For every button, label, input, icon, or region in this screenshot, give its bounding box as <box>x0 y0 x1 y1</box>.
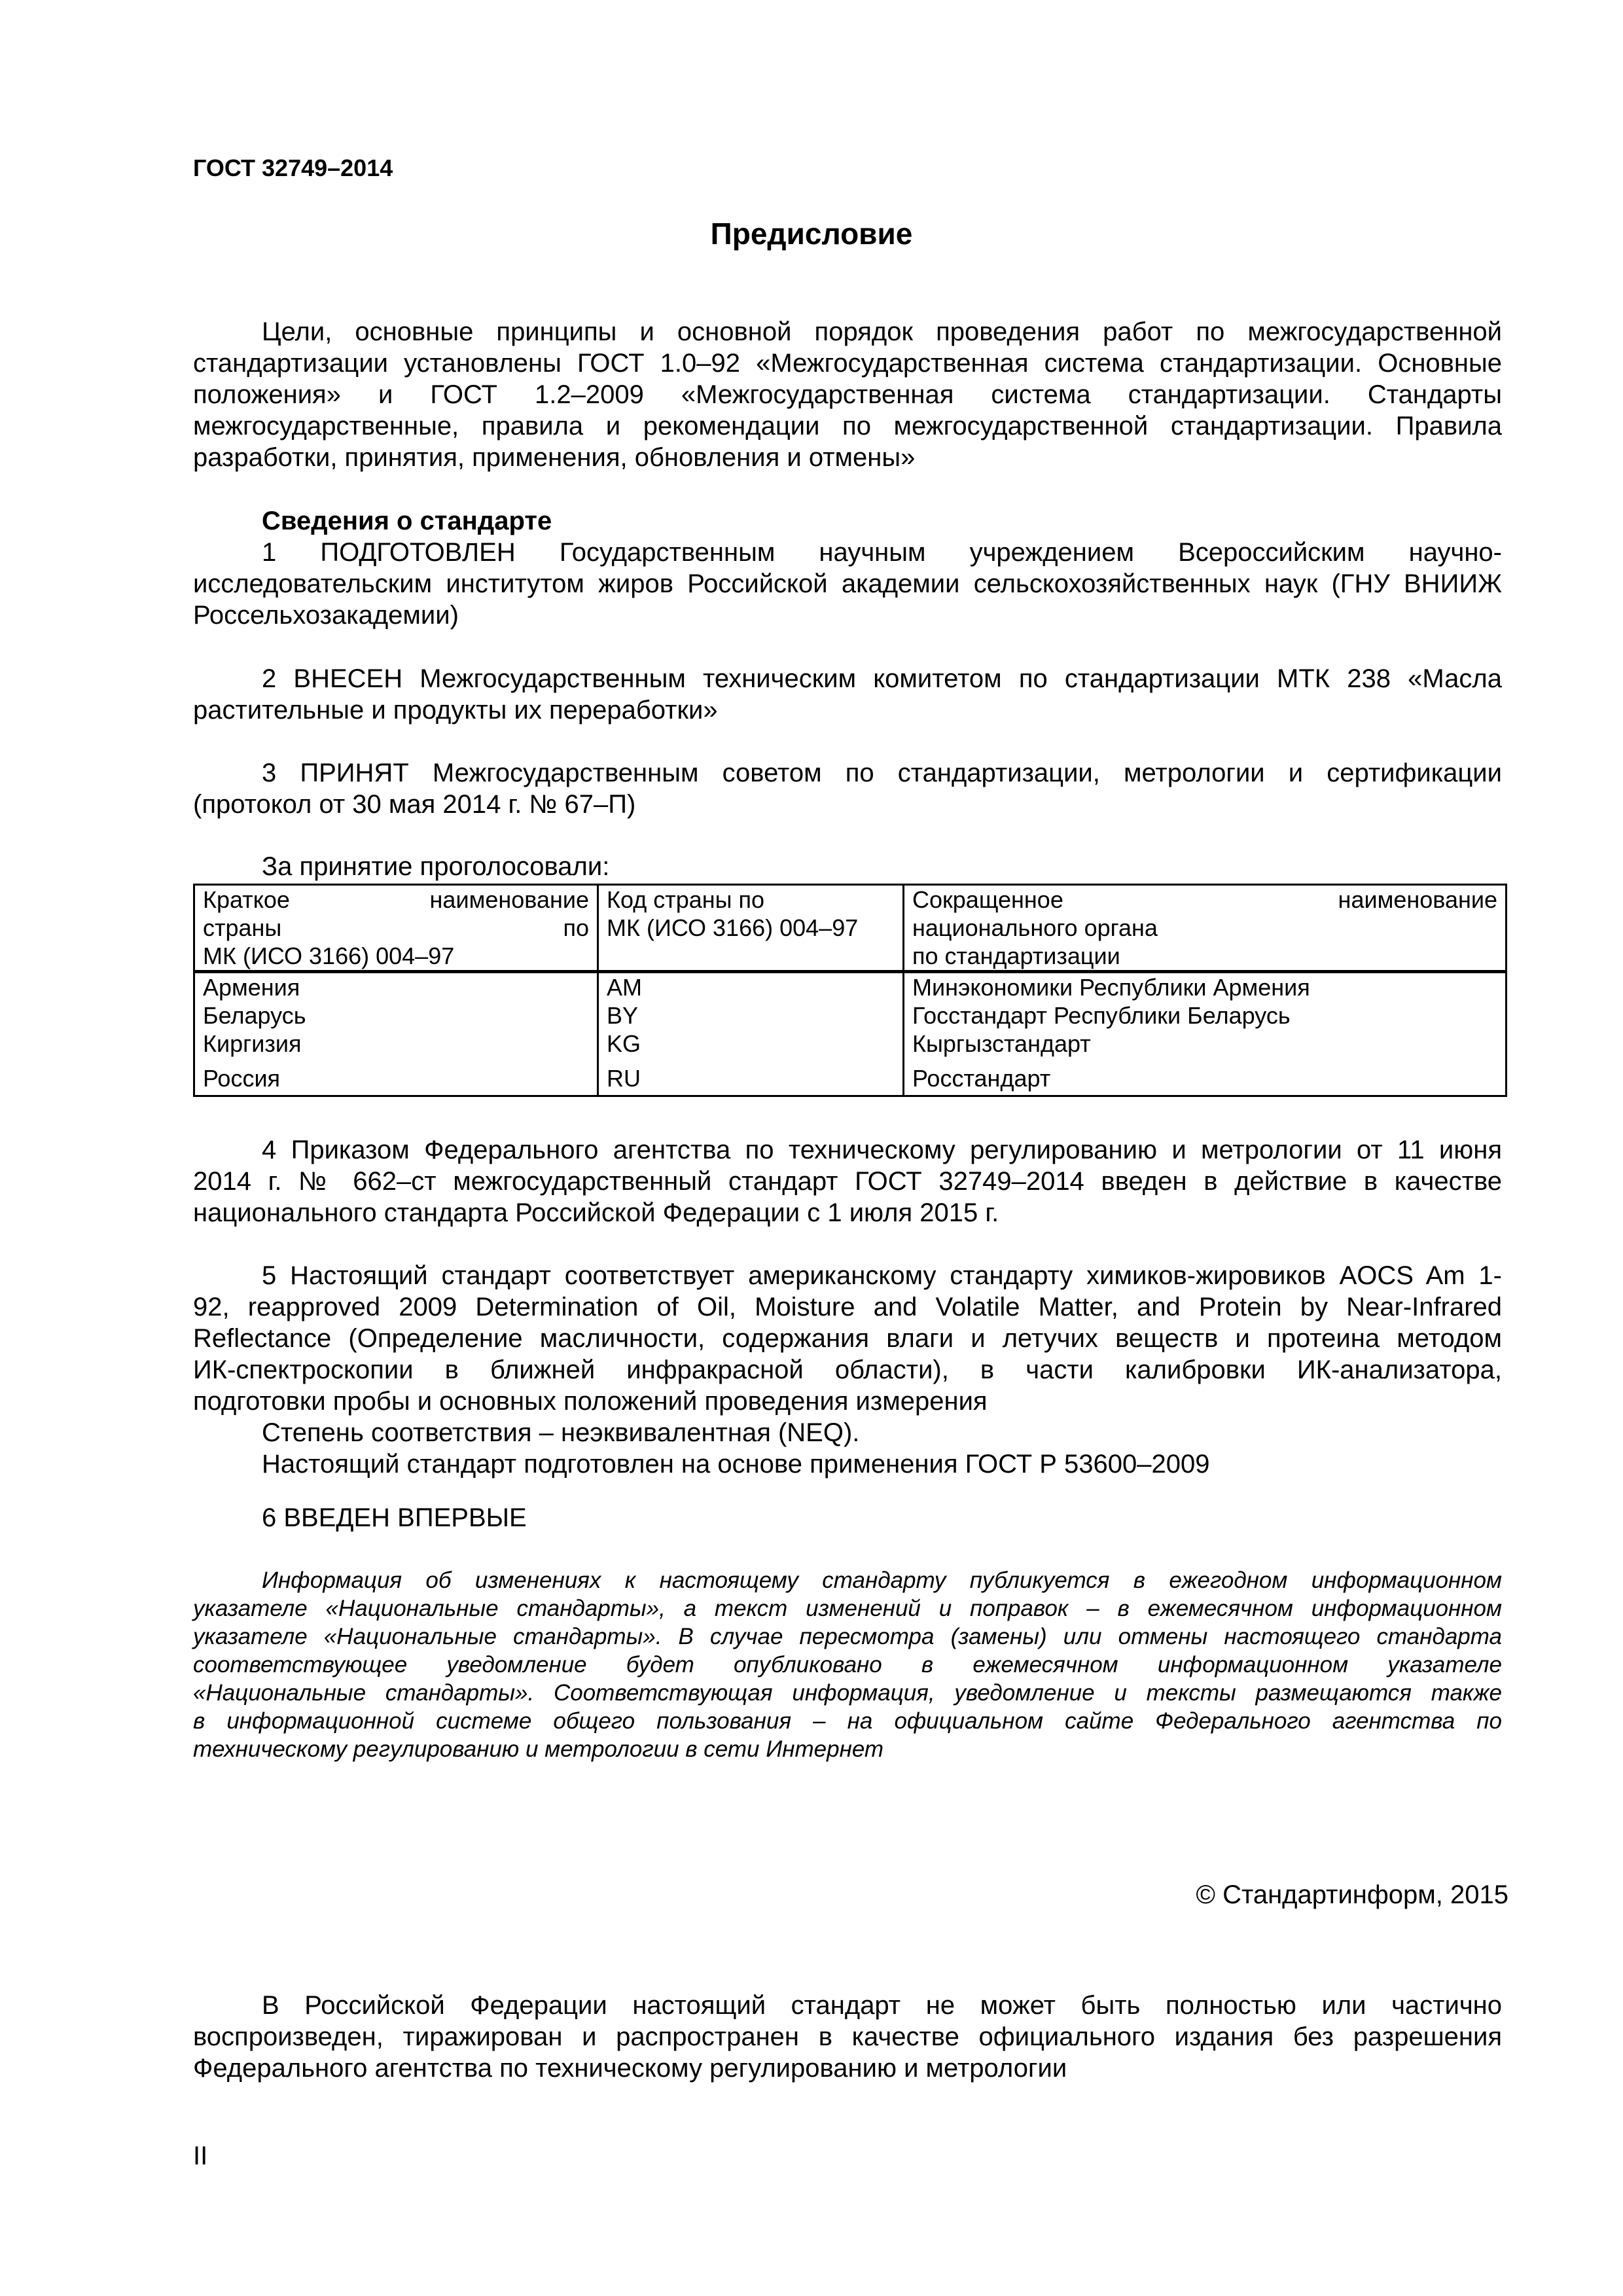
basis-statement: Настоящий стандарт подготовлен на основе применения ГОСТ Р 53600–2009 <box>262 1450 1210 1479</box>
page-title: Предисловие <box>710 217 913 251</box>
header-cell-country: Краткое наименование страны по МК (ИСО 3166) 004–97 <box>194 885 598 972</box>
item-2: 2 ВНЕСЕН Межгосударственным техническим комитетом по стандартизации МТК 238 «Масла растительные и продукты их переработки» <box>193 664 1502 725</box>
table-row: Киргизия KG Кыргызстандарт <box>194 1030 1507 1058</box>
rights-paragraph: В Российской Федерации настоящий стандарт не может быть полностью или частично воспроизведен, тиражирован и распространен в качестве официального издания без разрешения Федерального агентства по техническому регулированию и метрологии <box>193 1991 1502 2083</box>
item-5: 5 Настоящий стандарт соответствует американскому стандарту химиков-жировиков AOCS Am 1- 92, reapproved 2009 Determination of Oil, Moisture and Volatile Matter, and Protein by Near-Infrared Reflectance (Определение масличности, содержания влаги и летучих веществ и протеина методом ИК-спектроскопии в ближней инфракрасной области), в части калибровки ИК-анализатора, подготовки пробы и основных положений проведения измерения Степень соответствия – неэквивалентная (NEQ). Настоящий стандарт подготовлен на основе применения ГОСТ Р 53600–2009 <box>193 1261 1502 1479</box>
item-4: 4 Приказом Федерального агентства по техническому регулированию и метрологии от 11 июня 2014 г. № 662–ст межгосударственный стандарт ГОСТ 32749–2014 введен в действие в качестве национального стандарта Российской Федерации с 1 июля 2015 г. <box>193 1136 1502 1227</box>
section-heading: Сведения о стандарте <box>262 507 552 535</box>
header-cell-code: Код страны по МК (ИСО 3166) 004–97 <box>598 885 904 972</box>
copyright: © Стандартинформ, 2015 <box>1196 1880 1508 1909</box>
intro-paragraph: Цели, основные принципы и основной порядок проведения работ по межгосударственной стандартизации установлены ГОСТ 1.0–92 «Межгосударственная система стандартизации. Основные положения» и ГОСТ 1.2–2009 «Межгосударственная система стандартизации. Стандарты межгосударственные, правила и рекомендации по межгосударственной стандартизации. Правила разработки, принятия, применения, обновления и отмены» <box>193 317 1502 472</box>
table-row: Россия RU Росстандарт <box>194 1058 1507 1096</box>
header-cell-body: Сокращенное наименование национального органа по стандартизации <box>904 885 1507 972</box>
item-3: 3 ПРИНЯТ Межгосударственным советом по стандартизации, метрологии и сертификации (протокол от 30 мая 2014 г. № 67–П) <box>193 759 1502 819</box>
votes-table <box>193 884 1507 1097</box>
document-id: ГОСТ 32749–2014 <box>193 154 393 181</box>
amendments-notice: Информация об изменениях к настоящему стандарту публикуется в ежегодном информационном указателе «Национальные стандарты», а текст изменений и поправок – в ежемесячном информационном указателе «Национальные стандарты». В случае пересмотра (замены) или отмены настоящего стандарта соответствующее уведомление будет опубликовано в ежемесячном информационном указателе «Национальные стандарты». Соответствующая информация, уведомление и тексты размещаются также в информационной системе общего пользования – на официальном сайте Федерального агентства по техническому регулированию и метрологии в сети Интернет <box>193 1568 1502 1762</box>
item-6: 6 ВВЕДЕН ВПЕРВЫЕ <box>262 1503 527 1532</box>
table-header-row <box>194 885 1507 972</box>
page-number: II <box>193 2142 208 2170</box>
table-row: Армения AM Минэкономики Республики Армения <box>194 972 1507 1002</box>
conformity-degree: Степень соответствия – неэквивалентная (NEQ). <box>262 1418 860 1447</box>
table-row: Беларусь BY Госстандарт Республики Беларусь <box>194 1001 1507 1030</box>
votes-caption: За принятие проголосовали: <box>262 852 610 881</box>
standard-info-section: Сведения о стандарте 1 ПОДГОТОВЛЕН Государственным научным учреждением Всероссийским научно- исследовательским институтом жиров Российской академии сельскохозяйственных наук (ГНУ ВНИИЖ Россельхозакадемии) <box>193 507 1502 630</box>
